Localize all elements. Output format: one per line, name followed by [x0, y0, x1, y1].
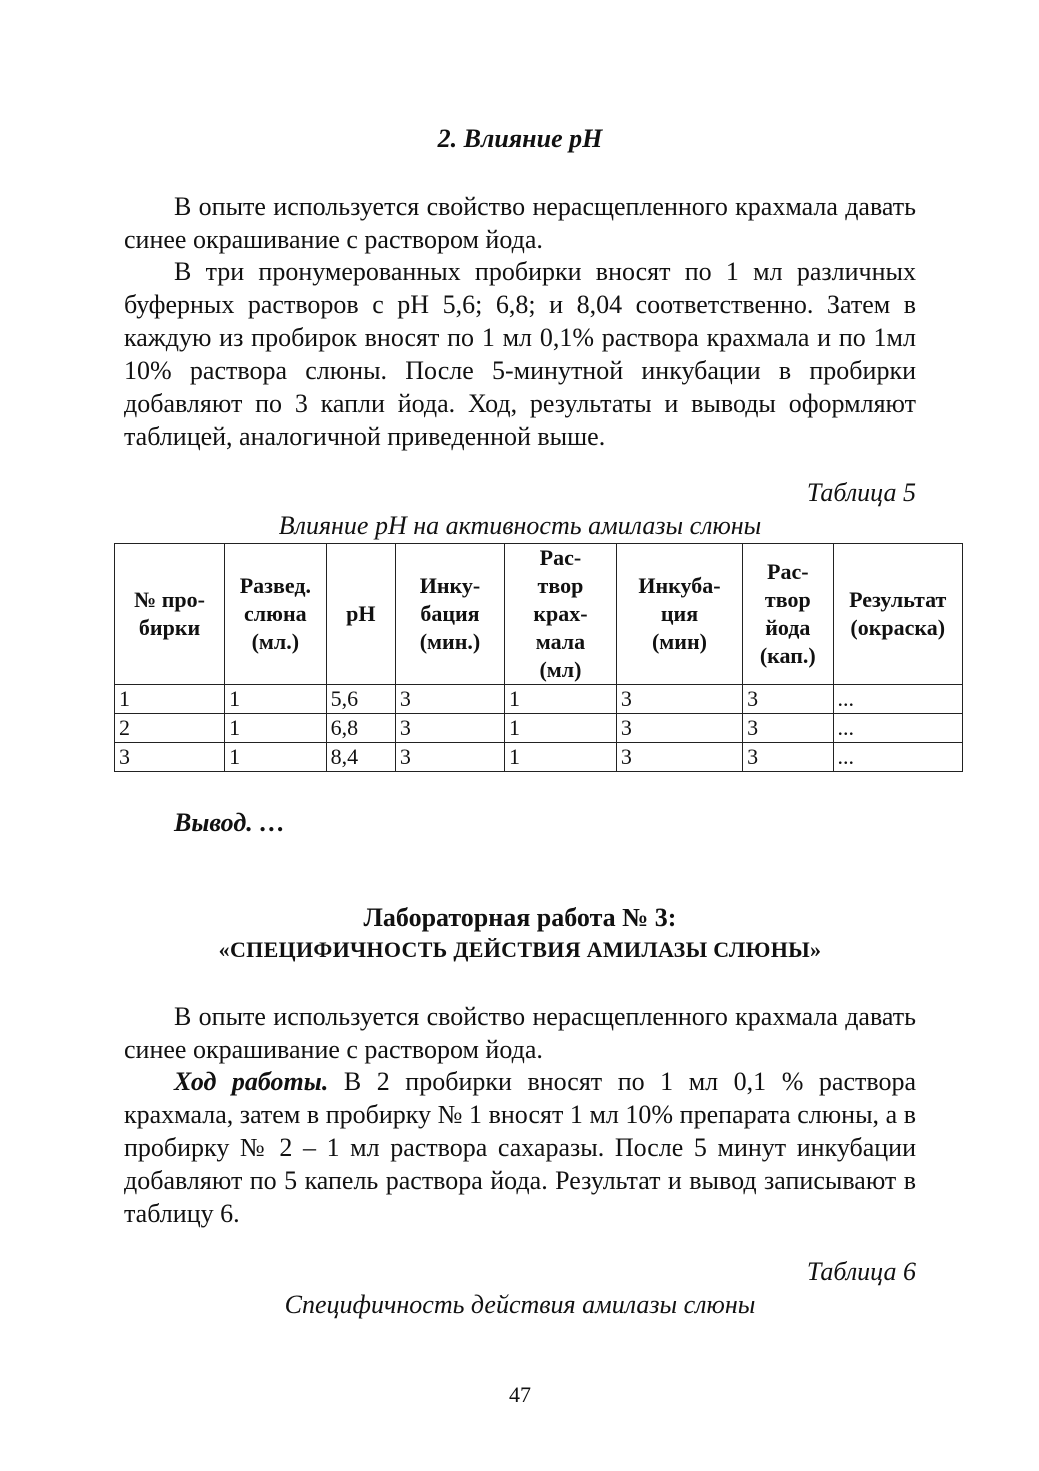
- table-cell: 3: [743, 714, 833, 743]
- paragraph-intro: [124, 190, 916, 256]
- table-header-row: [115, 544, 963, 685]
- table-6-label: Таблица 6: [806, 1257, 916, 1286]
- procedure-lead: Ход работы.: [174, 1067, 329, 1096]
- table-cell: 3: [115, 743, 225, 772]
- paragraph-lab3-intro: [124, 1000, 916, 1066]
- table-cell: ...: [833, 743, 963, 772]
- table-cell: 1: [225, 743, 327, 772]
- table-cell: 6,8: [326, 714, 395, 743]
- table-cell: 1: [225, 685, 327, 714]
- table-header-cell: Рас- твор крах- мала (мл): [505, 544, 617, 685]
- table-row: [115, 743, 963, 772]
- paragraph-procedure-text: В три пронумерованных пробирки вносят по 1 мл различных буферных растворов с pH 5,6; 6,8; и 8,04 соответственно. Затем в каждую из пробирок вносят по 1 мл 0,1% раствора крахмала и по 1мл 10% раствора слюны. После 5-минутной инкубации в пробирки добавляют по 3 капли йода. Ход, результаты и выводы оформляют таблицей, аналогичной приведенной выше.: [124, 257, 916, 451]
- table-cell: 5,6: [326, 685, 395, 714]
- table-cell: 1: [505, 743, 617, 772]
- table-header-cell: № про- бирки: [115, 544, 225, 685]
- paragraph-intro-text: В опыте используется свойство нерасщепленного крахмала давать синее окрашивание с раствором йода.: [124, 192, 916, 254]
- table-body: [115, 685, 963, 772]
- paragraph-lab3-intro-text: В опыте используется свойство нерасщепленного крахмала давать синее окрашивание с раствором йода.: [124, 1002, 916, 1064]
- table-cell: 3: [395, 685, 504, 714]
- conclusion: Вывод. …: [174, 808, 286, 837]
- table-cell: 3: [395, 743, 504, 772]
- paragraph-procedure: [124, 255, 916, 453]
- table-cell: 3: [743, 743, 833, 772]
- table-header-cell: Инкуба- ция (мин): [616, 544, 742, 685]
- table-6-caption: Специфичность действия амилазы слюны: [284, 1290, 756, 1319]
- table-header-cell: Рас- твор йода (кап.): [743, 544, 833, 685]
- table-cell: ...: [833, 685, 963, 714]
- table-cell: 3: [616, 714, 742, 743]
- table-5-label: Таблица 5: [806, 478, 916, 507]
- paragraph-lab3-procedure-text: В 2 пробирки вносят по 1 мл 0,1 % раствора крахмала, затем в пробирку № 1 вносят 1 мл 10% препарата слюны, а в пробирку № 2 – 1 мл раствора сахаразы. После 5 минут инкубации добавляют по 5 капель раствора йода. Результат и вывод записывают в таблицу 6.: [124, 1067, 916, 1228]
- lab-subtitle: «СПЕЦИФИЧНОСТЬ ДЕЙСТВИЯ АМИЛАЗЫ СЛЮНЫ»: [218, 937, 822, 962]
- table-cell: 3: [395, 714, 504, 743]
- table-5-caption: Влияние pH на активность амилазы слюны: [278, 511, 762, 540]
- table-header-cell: pH: [326, 544, 395, 685]
- table-cell: 2: [115, 714, 225, 743]
- table-row: [115, 685, 963, 714]
- table-cell: 8,4: [326, 743, 395, 772]
- table-header-cell: Результат (окраска): [833, 544, 963, 685]
- paragraph-lab3-procedure: [124, 1065, 916, 1230]
- table-cell: 1: [505, 685, 617, 714]
- table-cell: 1: [115, 685, 225, 714]
- table-header-cell: Инку- бация (мин.): [395, 544, 504, 685]
- table-header-cell: Развед. слюна (мл.): [225, 544, 327, 685]
- table-cell: 1: [225, 714, 327, 743]
- table-cell: 3: [743, 685, 833, 714]
- lab-title: Лабораторная работа № 3:: [363, 903, 677, 932]
- table-cell: ...: [833, 714, 963, 743]
- table-cell: 1: [505, 714, 617, 743]
- section-title: 2. Влияние pH: [437, 124, 603, 153]
- table-cell: 3: [616, 743, 742, 772]
- table-cell: 3: [616, 685, 742, 714]
- page-number: 47: [509, 1382, 531, 1407]
- table-row: [115, 714, 963, 743]
- table-5: [114, 543, 963, 772]
